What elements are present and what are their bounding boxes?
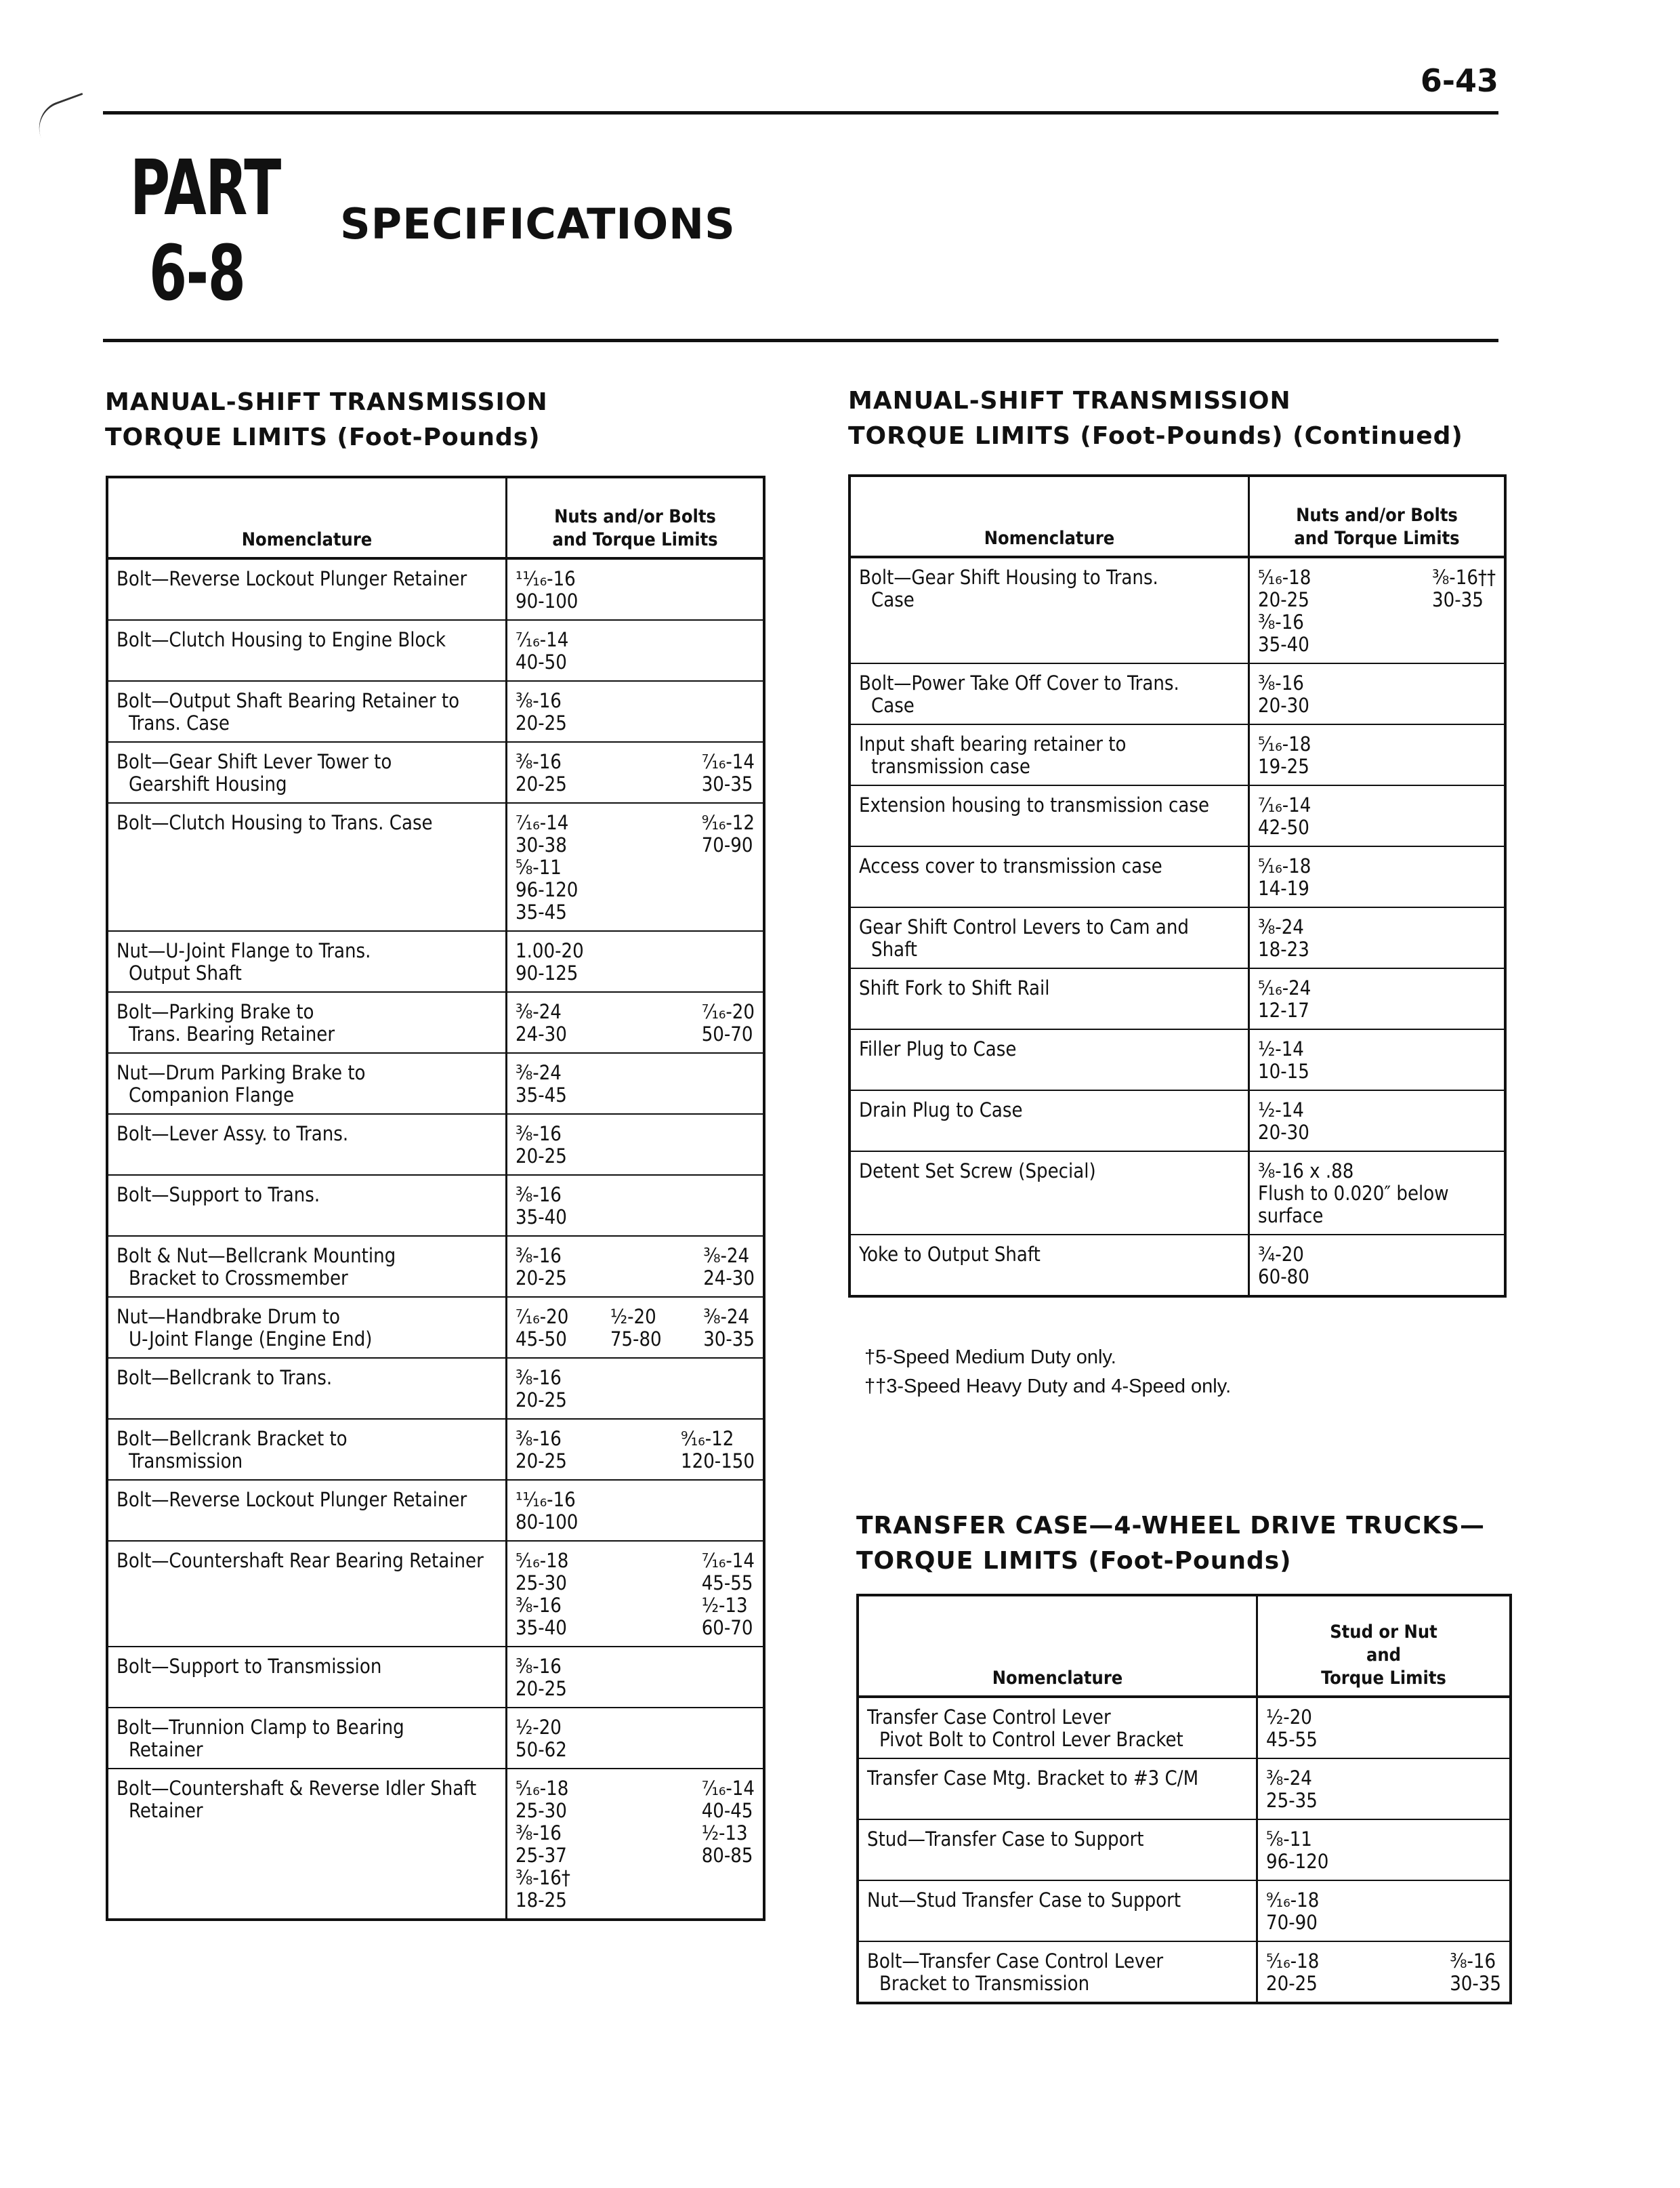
nomenclature-cell	[849, 663, 1249, 724]
torque-values-cell	[507, 1769, 765, 1920]
torque-value: ⁷⁄₁₆-14 40-45 ½-13 80-85	[701, 1777, 755, 1867]
torque-value: ⅜-16 20-25	[516, 1655, 567, 1700]
torque-values	[516, 1184, 755, 1229]
table-header-row	[107, 477, 764, 558]
torque-value: ⅝-11 96-120	[1266, 1828, 1329, 1873]
table-header-row	[858, 1595, 1511, 1697]
table-row	[107, 1297, 764, 1358]
torque-value: ⁷⁄₁₆-14 42-50	[1258, 793, 1311, 839]
nomenclature-text: Bolt—Bellcrank Bracket to Transmission	[117, 1427, 348, 1472]
table-row	[858, 1758, 1511, 1819]
nomenclature-cell	[107, 1358, 507, 1419]
torque-values-cell	[507, 1053, 765, 1114]
torque-values	[1266, 1767, 1501, 1812]
torque-value: ⅜-16 20-25	[516, 689, 567, 735]
nomenclature-cell	[849, 907, 1249, 968]
torque-value: ⅜-16 35-40	[516, 1183, 567, 1229]
table-row	[849, 1151, 1505, 1235]
torque-value: ⅜-16 20-25	[516, 1427, 567, 1472]
nomenclature-text: Bolt—Clutch Housing to Trans. Case	[117, 811, 433, 834]
torque-values-cell	[1249, 846, 1506, 907]
table-row	[107, 1647, 764, 1708]
nomenclature-text: Bolt—Reverse Lockout Plunger Retainer	[117, 567, 467, 590]
torque-values	[1266, 1828, 1501, 1873]
torque-values-cell	[1249, 1151, 1506, 1235]
nomenclature-cell	[107, 1708, 507, 1769]
torque-values-cell	[507, 1114, 765, 1175]
torque-value: ½-20 45-55	[1266, 1706, 1318, 1751]
torque-values	[516, 629, 755, 674]
nomenclature-text: Bolt—Countershaft Rear Bearing Retainer	[117, 1549, 484, 1572]
torque-values-cell	[507, 1358, 765, 1419]
torque-values	[516, 1123, 755, 1168]
torque-value: ½-14 10-15	[1258, 1037, 1309, 1083]
nomenclature-cell	[107, 1114, 507, 1175]
torque-value: ⅜-24 24-30	[703, 1244, 755, 1289]
table-body	[849, 557, 1505, 1296]
torque-values	[516, 690, 755, 735]
nomenclature-text: Bolt—Output Shaft Bearing Retainer to Trans. Case	[117, 689, 460, 735]
torque-value: ⅜-24 35-45	[516, 1061, 567, 1107]
manual-continued-table-heading	[848, 384, 1463, 454]
nomenclature-cell	[107, 1297, 507, 1358]
torque-values	[516, 1428, 755, 1472]
torque-value: ¾-20 60-80	[1258, 1243, 1309, 1288]
nomenclature-cell	[107, 1236, 507, 1297]
torque-values-cell	[1249, 968, 1506, 1029]
nomenclature-cell	[849, 1029, 1249, 1090]
torque-values	[516, 812, 755, 924]
nomenclature-cell	[107, 803, 507, 931]
torque-values	[1266, 1889, 1501, 1934]
top-rule	[103, 111, 1498, 115]
torque-values	[516, 1550, 755, 1639]
heading-line: TORQUE LIMITS (Foot-Pounds) (Continued)	[848, 422, 1463, 450]
torque-values	[1258, 1099, 1496, 1144]
col-header-values: Nuts and/or Bolts and Torque Limits	[507, 477, 765, 558]
nomenclature-text: Nut—Handbrake Drum to U-Joint Flange (Engine End)	[117, 1305, 373, 1350]
table-row	[107, 1175, 764, 1236]
torque-value: ⅜-16 20-25	[516, 1244, 567, 1289]
part-label: PART	[130, 144, 280, 232]
col-header-nomenclature: Nomenclature	[107, 477, 507, 558]
col-header-values: Stud or Nut and Torque Limits	[1257, 1595, 1511, 1697]
nomenclature-text: Transfer Case Control Lever Pivot Bolt to Control Lever Bracket	[867, 1706, 1183, 1751]
nomenclature-text: Bolt—Countershaft & Reverse Idler Shaft Retainer	[117, 1777, 477, 1822]
nomenclature-text: Gear Shift Control Levers to Cam and Shaft	[859, 915, 1189, 961]
torque-values-cell	[507, 681, 765, 742]
torque-values-cell	[507, 1236, 765, 1297]
table-row	[849, 1029, 1505, 1090]
torque-value: ⁹⁄₁₆-18 70-90	[1266, 1888, 1320, 1934]
nomenclature-text: Shift Fork to Shift Rail	[859, 976, 1050, 999]
manual-table-heading	[105, 385, 548, 455]
nomenclature-cell	[849, 1235, 1249, 1296]
nomenclature-text: Bolt—Lever Assy. to Trans.	[117, 1122, 349, 1145]
table-row	[107, 1480, 764, 1541]
transfer-case-torque-table	[856, 1594, 1512, 2004]
nomenclature-cell	[849, 1151, 1249, 1235]
table-row	[107, 1419, 764, 1480]
nomenclature-cell	[849, 968, 1249, 1029]
torque-values-cell	[507, 1175, 765, 1236]
torque-values-cell	[1249, 663, 1506, 724]
torque-values-cell	[1249, 724, 1506, 785]
torque-values	[1258, 977, 1496, 1022]
torque-values-cell	[507, 931, 765, 992]
table-row	[849, 1090, 1505, 1151]
nomenclature-cell	[849, 1090, 1249, 1151]
torque-value: ⅜-24 30-35	[703, 1305, 755, 1350]
table-row	[107, 1708, 764, 1769]
torque-value: 1.00-20 90-125	[516, 939, 584, 985]
nomenclature-text: Filler Plug to Case	[859, 1037, 1017, 1060]
torque-value: ⁵⁄₁₆-24 12-17	[1258, 976, 1311, 1022]
torque-values-cell	[1249, 907, 1506, 968]
torque-values	[1258, 672, 1496, 717]
nomenclature-text: Nut—U-Joint Flange to Trans. Output Shaft	[117, 939, 371, 985]
nomenclature-text: Input shaft bearing retainer to transmission case	[859, 732, 1127, 778]
nomenclature-cell	[107, 1053, 507, 1114]
table-body	[858, 1697, 1511, 2003]
heading-line: TORQUE LIMITS (Foot-Pounds)	[856, 1547, 1292, 1575]
nomenclature-text: Bolt—Clutch Housing to Engine Block	[117, 628, 446, 651]
torque-values	[516, 1001, 755, 1046]
torque-value: ⁷⁄₁₆-20 50-70	[701, 1000, 755, 1046]
torque-values	[1258, 1038, 1496, 1083]
scan-artifact	[31, 93, 102, 164]
torque-values	[516, 940, 755, 985]
torque-values-cell	[507, 1541, 765, 1647]
torque-values	[1258, 794, 1496, 839]
nomenclature-text: Bolt—Gear Shift Lever Tower to Gearshift Housing	[117, 750, 392, 796]
torque-values-cell	[1257, 1758, 1511, 1819]
table-row	[849, 968, 1505, 1029]
torque-value: ⁵⁄₁₆-18 25-30 ⅜-16 35-40	[516, 1549, 569, 1639]
nomenclature-text: Bolt—Transfer Case Control Lever Bracket to Transmission	[867, 1949, 1164, 1995]
torque-values	[1258, 916, 1496, 961]
nomenclature-cell	[107, 992, 507, 1053]
nomenclature-cell	[107, 558, 507, 620]
col-header-values: Nuts and/or Bolts and Torque Limits	[1249, 476, 1506, 557]
nomenclature-cell	[858, 1941, 1257, 2003]
nomenclature-cell	[107, 742, 507, 803]
nomenclature-text: Yoke to Output Shaft	[859, 1243, 1041, 1266]
nomenclature-cell	[107, 620, 507, 681]
nomenclature-cell	[107, 1647, 507, 1708]
table-row	[107, 1541, 764, 1647]
nomenclature-text: Access cover to transmission case	[859, 854, 1162, 878]
nomenclature-text: Bolt & Nut—Bellcrank Mounting Bracket to Crossmember	[117, 1244, 396, 1289]
table-row	[849, 907, 1505, 968]
table-row	[849, 724, 1505, 785]
nomenclature-cell	[107, 931, 507, 992]
nomenclature-text: Bolt—Bellcrank to Trans.	[117, 1366, 333, 1389]
torque-value: ⅜-24 24-30	[516, 1000, 567, 1046]
torque-value: ⅜-24 18-23	[1258, 915, 1309, 961]
torque-value: ¹¹⁄₁₆-16 80-100	[516, 1488, 579, 1533]
torque-value: ¹¹⁄₁₆-16 90-100	[516, 567, 579, 613]
part-number: 6-8	[149, 230, 245, 318]
nomenclature-cell	[858, 1697, 1257, 1758]
nomenclature-text: Bolt—Support to Transmission	[117, 1655, 382, 1678]
torque-values-cell	[1257, 1819, 1511, 1880]
nomenclature-cell	[849, 724, 1249, 785]
torque-value: ⁷⁄₁₆-20 45-50	[516, 1305, 569, 1350]
torque-values	[516, 1716, 755, 1761]
torque-value: ⅜-16 20-25	[516, 1122, 567, 1168]
table-row	[107, 558, 764, 620]
torque-value: ⁵⁄₁₆-18 20-25	[1266, 1949, 1320, 1995]
nomenclature-cell	[107, 1419, 507, 1480]
nomenclature-text: Bolt—Reverse Lockout Plunger Retainer	[117, 1488, 467, 1511]
table-row	[107, 1114, 764, 1175]
torque-value: ⅜-16 20-25	[516, 1366, 567, 1411]
torque-values	[516, 1306, 755, 1350]
torque-values	[516, 1062, 755, 1107]
torque-value: ⅜-16†† 30-35	[1432, 566, 1496, 611]
table-row	[107, 1769, 764, 1920]
nomenclature-cell	[107, 1480, 507, 1541]
torque-values-cell	[1257, 1880, 1511, 1941]
table-row	[107, 1236, 764, 1297]
nomenclature-text: Bolt—Support to Trans.	[117, 1183, 320, 1206]
torque-values	[1266, 1706, 1501, 1751]
torque-values-cell	[1249, 1029, 1506, 1090]
nomenclature-text: Detent Set Screw (Special)	[859, 1159, 1096, 1182]
torque-value: ⁵⁄₁₆-18 20-25 ⅜-16 35-40	[1258, 566, 1311, 656]
torque-value: ⅜-16 20-25	[516, 750, 567, 796]
torque-value: ⁵⁄₁₆-18 25-30 ⅜-16 25-37 ⅜-16† 18-25	[516, 1777, 570, 1912]
torque-values-cell	[507, 1708, 765, 1769]
nomenclature-text: Nut—Drum Parking Brake to Companion Flange	[117, 1061, 366, 1107]
torque-value: ⁷⁄₁₆-14 30-38 ⅝-11 96-120 35-45	[516, 811, 579, 924]
table-row	[849, 557, 1505, 663]
torque-values	[516, 1489, 755, 1533]
table-row	[107, 931, 764, 992]
nomenclature-text: Bolt—Trunnion Clamp to Bearing Retainer	[117, 1716, 404, 1761]
torque-values-cell	[507, 742, 765, 803]
torque-value: ⁵⁄₁₆-18 14-19	[1258, 854, 1311, 900]
nomenclature-cell	[107, 1769, 507, 1920]
section-title: SPECIFICATIONS	[340, 199, 736, 249]
table-row	[107, 1358, 764, 1419]
torque-values-cell	[507, 1419, 765, 1480]
torque-values-cell	[1249, 557, 1506, 663]
torque-values	[1266, 1950, 1501, 1995]
table-row	[107, 1053, 764, 1114]
torque-values-cell	[507, 992, 765, 1053]
torque-value: ⅜-16 20-30	[1258, 672, 1309, 717]
footnote-single-dagger: †5-Speed Medium Duty only.	[864, 1346, 1116, 1368]
torque-values-cell	[1249, 785, 1506, 846]
table-header-row	[849, 476, 1505, 557]
heading-line: MANUAL-SHIFT TRANSMISSION	[105, 388, 548, 416]
torque-values	[516, 568, 755, 613]
torque-values	[516, 751, 755, 796]
nomenclature-text: Drain Plug to Case	[859, 1098, 1023, 1121]
table-row	[107, 803, 764, 931]
torque-values	[516, 1367, 755, 1411]
torque-value: ⅜-24 25-35	[1266, 1767, 1318, 1812]
heading-line: TORQUE LIMITS (Foot-Pounds)	[105, 424, 541, 451]
torque-value: ⁷⁄₁₆-14 40-50	[516, 628, 569, 674]
torque-values-cell	[507, 1297, 765, 1358]
torque-values-cell	[1249, 1090, 1506, 1151]
torque-values-cell	[1249, 1235, 1506, 1296]
table-row	[107, 742, 764, 803]
torque-values	[1258, 1160, 1496, 1227]
manual-continued-torque-table	[848, 474, 1507, 1298]
nomenclature-cell	[858, 1758, 1257, 1819]
table-row	[107, 992, 764, 1053]
torque-values-cell	[1257, 1697, 1511, 1758]
torque-values	[1258, 733, 1496, 778]
nomenclature-text: Nut—Stud Transfer Case to Support	[867, 1888, 1181, 1912]
page-number: 6-43	[1420, 62, 1498, 99]
nomenclature-text: Bolt—Parking Brake to Trans. Bearing Retainer	[117, 1000, 335, 1046]
table-row	[858, 1941, 1511, 2003]
manual-torque-table	[106, 476, 765, 1921]
transfer-case-table-heading	[856, 1508, 1485, 1579]
torque-values-cell	[507, 620, 765, 681]
table-row	[858, 1880, 1511, 1941]
nomenclature-cell	[858, 1819, 1257, 1880]
torque-values	[516, 1777, 755, 1912]
torque-value: ⁷⁄₁₆-14 45-55 ½-13 60-70	[701, 1549, 755, 1639]
table-row	[849, 1235, 1505, 1296]
nomenclature-cell	[107, 681, 507, 742]
table-body	[107, 558, 764, 1920]
header-rule	[103, 339, 1498, 342]
nomenclature-text: Transfer Case Mtg. Bracket to #3 C/M	[867, 1767, 1199, 1790]
torque-value: ⅜-16 x .88 Flush to 0.020″ below surface	[1258, 1159, 1449, 1227]
nomenclature-text: Extension housing to transmission case	[859, 793, 1210, 817]
torque-values-cell	[507, 558, 765, 620]
torque-value: ⁹⁄₁₆-12 120-150	[681, 1427, 755, 1472]
col-header-nomenclature: Nomenclature	[849, 476, 1249, 557]
nomenclature-cell	[107, 1541, 507, 1647]
heading-line: TRANSFER CASE—4-WHEEL DRIVE TRUCKS—	[856, 1512, 1486, 1540]
torque-values	[1258, 855, 1496, 900]
torque-value: ½-20 75-80	[610, 1305, 662, 1350]
table-row	[849, 785, 1505, 846]
nomenclature-cell	[849, 557, 1249, 663]
torque-value: ½-14 20-30	[1258, 1098, 1309, 1144]
table-row	[107, 681, 764, 742]
table-row	[849, 663, 1505, 724]
col-header-nomenclature: Nomenclature	[858, 1595, 1257, 1697]
table-row	[107, 620, 764, 681]
table-row	[858, 1819, 1511, 1880]
torque-values-cell	[1257, 1941, 1511, 2003]
nomenclature-text: Bolt—Power Take Off Cover to Trans. Case	[859, 672, 1179, 717]
torque-values	[1258, 1243, 1496, 1288]
torque-values-cell	[507, 1647, 765, 1708]
nomenclature-text: Bolt—Gear Shift Housing to Trans. Case	[859, 566, 1158, 611]
torque-value: ⅜-16 30-35	[1450, 1949, 1501, 1995]
heading-line: MANUAL-SHIFT TRANSMISSION	[848, 387, 1291, 415]
torque-values	[516, 1245, 755, 1289]
nomenclature-text: Stud—Transfer Case to Support	[867, 1828, 1144, 1851]
torque-value: ⁵⁄₁₆-18 19-25	[1258, 732, 1311, 778]
footnote-double-dagger: ††3-Speed Heavy Duty and 4-Speed only.	[864, 1376, 1232, 1397]
torque-values	[516, 1655, 755, 1700]
table-row	[849, 846, 1505, 907]
nomenclature-cell	[849, 785, 1249, 846]
torque-values-cell	[507, 803, 765, 931]
torque-values-cell	[507, 1480, 765, 1541]
table-row	[858, 1697, 1511, 1758]
torque-value: ⁹⁄₁₆-12 70-90	[701, 811, 755, 856]
nomenclature-cell	[107, 1175, 507, 1236]
nomenclature-cell	[858, 1880, 1257, 1941]
footnotes	[864, 1343, 1231, 1401]
torque-values	[1258, 566, 1496, 656]
nomenclature-cell	[849, 846, 1249, 907]
torque-value: ⁷⁄₁₆-14 30-35	[701, 750, 755, 796]
torque-value: ½-20 50-62	[516, 1716, 567, 1761]
